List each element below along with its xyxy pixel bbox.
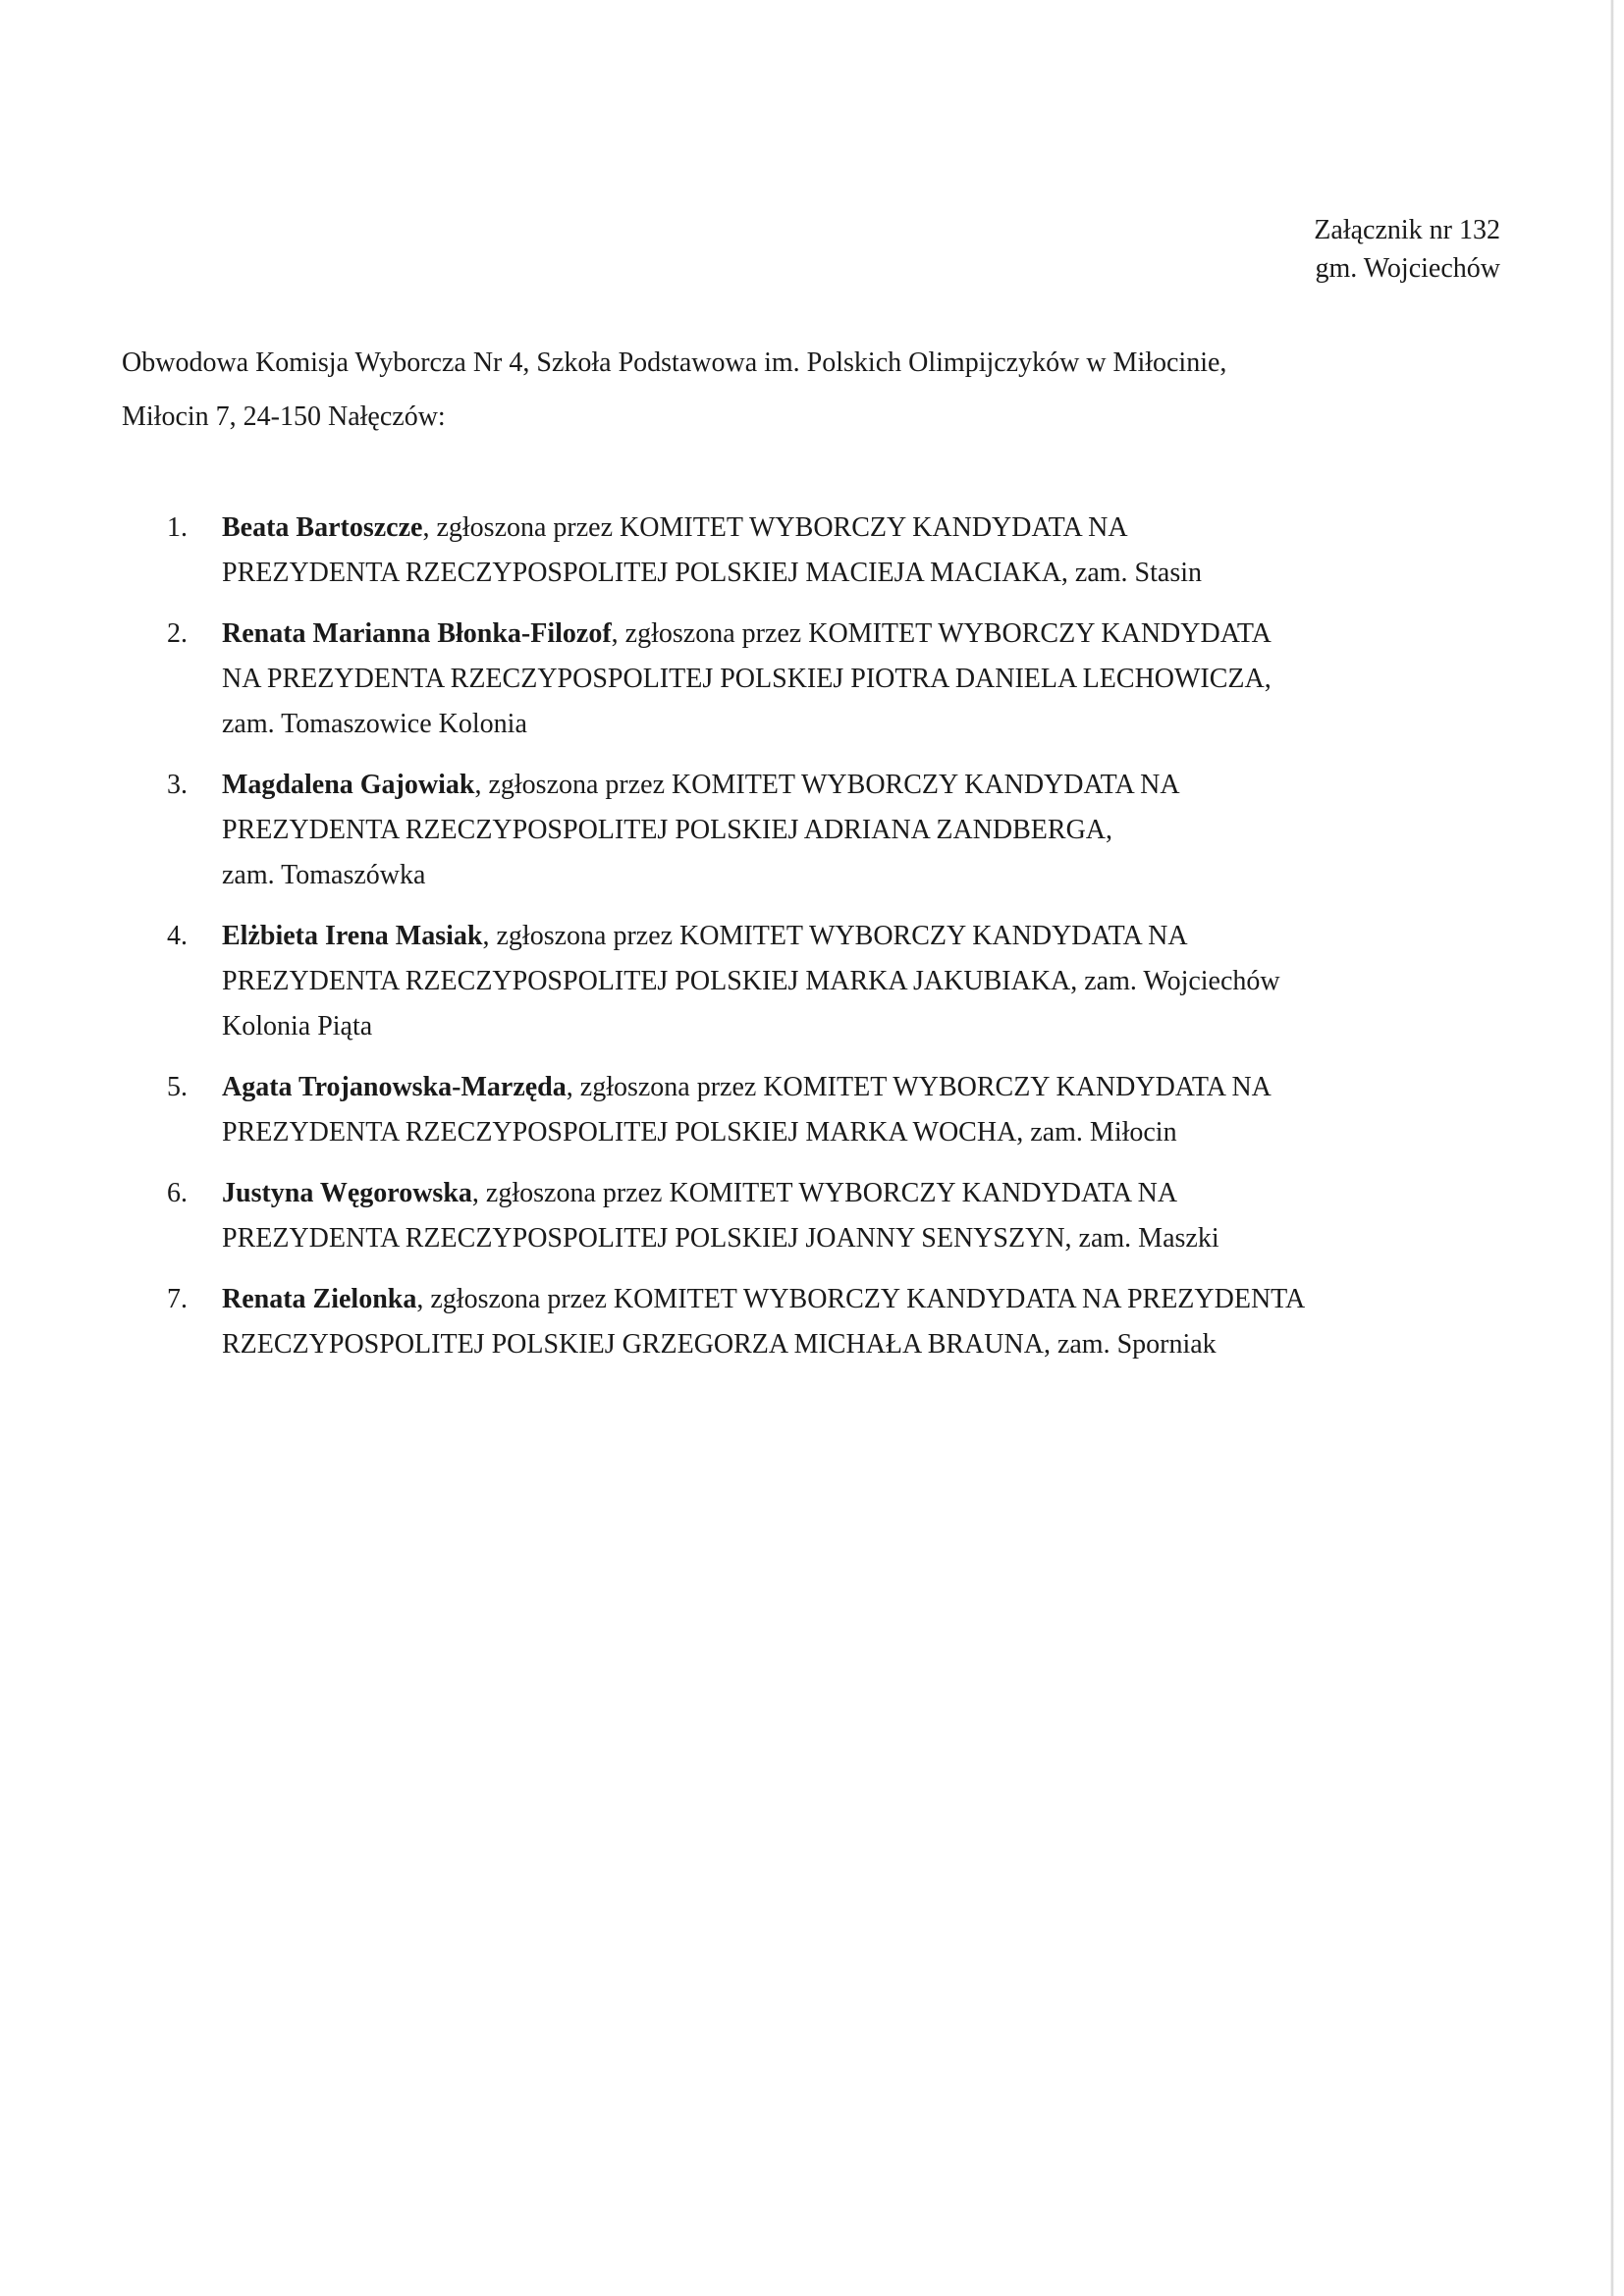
member-nomination-text: , zgłoszona przez KOMITET WYBORCZY KANDYDATA NA PREZYDENTA bbox=[416, 1284, 1306, 1314]
member-line bbox=[222, 1171, 1492, 1216]
member-line: RZECZYPOSPOLITEJ POLSKIEJ GRZEGORZA MICHAŁA BRAUNA, zam. Sporniak bbox=[222, 1329, 1217, 1360]
member-nomination-text: , zgłoszona przez KOMITET WYBORCZY KANDYDATA bbox=[611, 618, 1272, 649]
member-nomination-text: , zgłoszona przez KOMITET WYBORCZY KANDYDATA NA bbox=[471, 1178, 1178, 1208]
attachment-number: Załącznik nr 132 bbox=[1314, 215, 1500, 245]
member-nomination-text: , zgłoszona przez KOMITET WYBORCZY KANDYDATA NA bbox=[422, 512, 1128, 543]
member-name: Renata Zielonka bbox=[222, 1284, 417, 1314]
member-line bbox=[222, 612, 1492, 657]
member-line: PREZYDENTA RZECZYPOSPOLITEJ POLSKIEJ MACIEJA MACIAKA, zam. Stasin bbox=[222, 558, 1203, 588]
member-line: NA PREZYDENTA RZECZYPOSPOLITEJ POLSKIEJ PIOTRA DANIELA LECHOWICZA, bbox=[222, 664, 1272, 694]
member-number: 5. bbox=[167, 1072, 188, 1102]
member-line bbox=[222, 1065, 1492, 1110]
member-nomination-text: , zgłoszona przez KOMITET WYBORCZY KANDYDATA NA bbox=[474, 770, 1180, 800]
member-line: PREZYDENTA RZECZYPOSPOLITEJ POLSKIEJ ADRIANA ZANDBERGA, bbox=[222, 815, 1113, 845]
member-name: Justyna Węgorowska bbox=[222, 1178, 472, 1208]
intro-line-2: Miłocin 7, 24-150 Nałęczów: bbox=[122, 401, 446, 432]
member-item bbox=[167, 612, 1492, 747]
member-name: Magdalena Gajowiak bbox=[222, 770, 475, 800]
member-line: PREZYDENTA RZECZYPOSPOLITEJ POLSKIEJ MARKA JAKUBIAKA, zam. Wojciechów bbox=[222, 966, 1280, 996]
intro-line-1: Obwodowa Komisja Wyborcza Nr 4, Szkoła Podstawowa im. Polskich Olimpijczyków w Miłocinie, bbox=[122, 347, 1227, 378]
member-item bbox=[167, 914, 1492, 1049]
member-number: 6. bbox=[167, 1178, 188, 1208]
member-name: Beata Bartoszcze bbox=[222, 512, 423, 543]
member-line: Kolonia Piąta bbox=[222, 1011, 373, 1041]
member-line bbox=[222, 506, 1492, 551]
member-line: PREZYDENTA RZECZYPOSPOLITEJ POLSKIEJ MARKA WOCHA, zam. Miłocin bbox=[222, 1117, 1177, 1148]
member-item bbox=[167, 506, 1492, 596]
attachment-header bbox=[1314, 211, 1500, 288]
member-item bbox=[167, 1065, 1492, 1155]
member-number: 2. bbox=[167, 618, 188, 649]
member-name: Renata Marianna Błonka-Filozof bbox=[222, 618, 612, 649]
member-number: 1. bbox=[167, 512, 188, 543]
member-line: zam. Tomaszówka bbox=[222, 860, 426, 890]
member-number: 3. bbox=[167, 770, 188, 800]
member-item bbox=[167, 1171, 1492, 1261]
member-name: Agata Trojanowska-Marzęda bbox=[222, 1072, 567, 1102]
member-item bbox=[167, 1277, 1492, 1367]
member-number: 7. bbox=[167, 1284, 188, 1314]
member-line bbox=[222, 1277, 1492, 1322]
member-line bbox=[222, 763, 1492, 808]
member-name: Elżbieta Irena Masiak bbox=[222, 921, 483, 951]
member-number: 4. bbox=[167, 921, 188, 951]
member-nomination-text: , zgłoszona przez KOMITET WYBORCZY KANDYDATA NA bbox=[482, 921, 1188, 951]
member-line bbox=[222, 914, 1492, 959]
scan-edge-line bbox=[1610, 0, 1614, 2296]
member-item bbox=[167, 763, 1492, 898]
member-line: PREZYDENTA RZECZYPOSPOLITEJ POLSKIEJ JOANNY SENYSZYN, zam. Maszki bbox=[222, 1223, 1219, 1254]
attachment-municipality: gm. Wojciechów bbox=[1315, 253, 1500, 284]
members-list bbox=[167, 506, 1492, 1383]
member-line: zam. Tomaszowice Kolonia bbox=[222, 709, 527, 739]
member-nomination-text: , zgłoszona przez KOMITET WYBORCZY KANDYDATA NA bbox=[566, 1072, 1272, 1102]
commission-intro bbox=[122, 336, 1496, 444]
